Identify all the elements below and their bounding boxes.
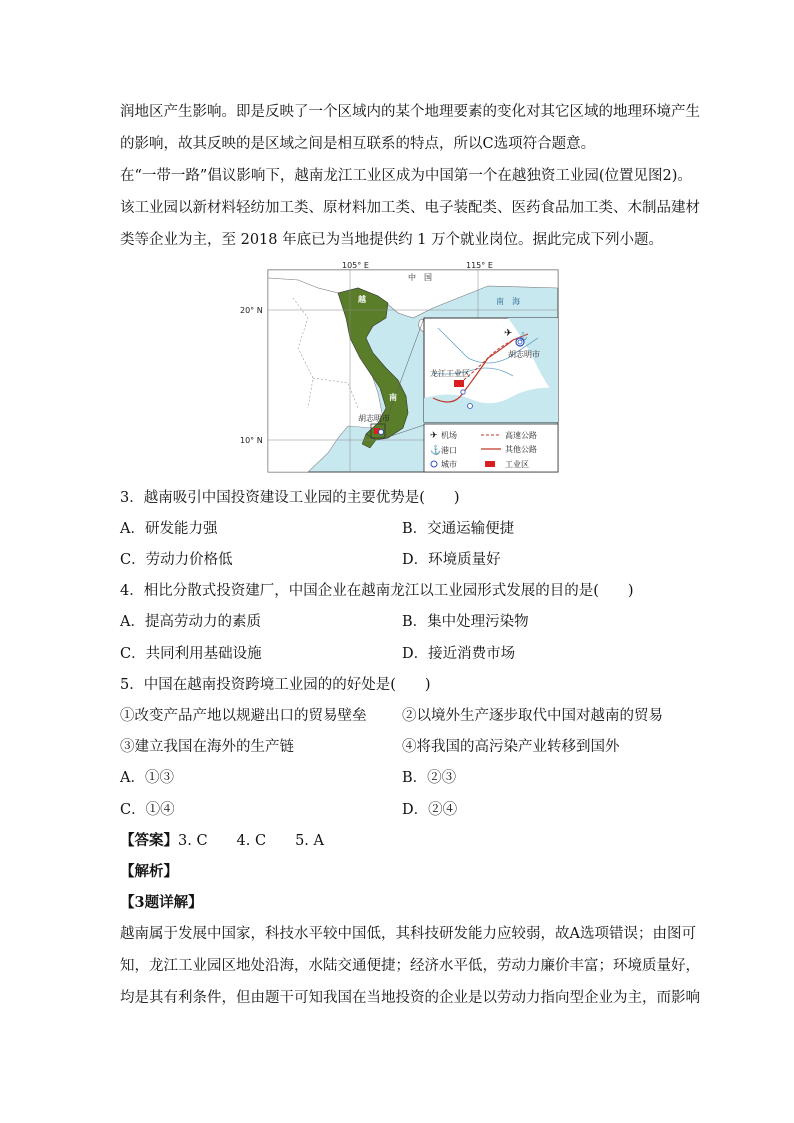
legend-port-label: 港口 (441, 446, 457, 455)
viet-label-2: 南 (389, 393, 397, 402)
analysis-label: 【解析】 (120, 863, 178, 880)
inset-small-city-2 (468, 404, 473, 409)
intro-line-2: 的影响，故其反映的是区域之间是相互联系的特点，所以C选项符合题意。 (120, 136, 596, 152)
legend-industrial-icon (485, 461, 495, 467)
answer-label: 【答案】 (120, 832, 178, 849)
q5-statement-3: ③建立我国在海外的生产链 (120, 739, 294, 755)
q3-option-b: B．交通运输便捷 (402, 521, 515, 537)
passage-line-3: 类等企业为主，至 2018 年底已为当地提供约 1 万个就业岗位。据此完成下列小题。 (120, 232, 664, 248)
q3-option-c: C．劳动力价格低 (120, 552, 233, 568)
vietnam-map-figure (238, 258, 560, 474)
q5-statement-2: ②以境外生产逐步取代中国对越南的贸易 (402, 708, 663, 724)
legend-highway-label: 高速公路 (505, 431, 537, 440)
q4-stem: 4．相比分散式投资建厂，中国企业在越南龙江以工业园形式发展的目的是( ) (120, 583, 634, 599)
sea-label: 南 海 (496, 297, 520, 306)
q3-option-a: A．研发能力强 (120, 521, 218, 537)
q4-option-b: B．集中处理污染物 (402, 614, 529, 630)
detail-line-2: 知，龙江工业园区地处沿海，水陆交通便捷；经济水平低，劳动力廉价丰富；环境质量好， (120, 958, 700, 974)
inset-airport-icon: ✈ (504, 328, 513, 339)
q5-statement-4: ④将我国的高污染产业转移到国外 (402, 739, 620, 755)
passage-line-2: 该工业园以新材料轻纺加工类、原材料加工类、电子装配类、医药食品加工类、木制品建材 (120, 200, 700, 216)
intro-line-1: 润地区产生影响。即是反映了一个区域内的某个地理要素的变化对其它区域的地理环境产生 (120, 104, 700, 120)
q3-option-d: D．环境质量好 (402, 552, 501, 568)
inset-longjiang-marker (454, 380, 464, 387)
detail-line-1: 越南属于发展中国家，科技水平较中国低，其科技研发能力应较弱，故A选项错误；由图可 (120, 926, 696, 942)
q5-option-d: D．②④ (402, 802, 458, 818)
q5-option-c: C．①④ (120, 802, 175, 818)
passage-line-1: 在“一带一路”倡议影响下，越南龙江工业区成为中国第一个在越独资工业园(位置见图2)。 (120, 168, 692, 184)
q4-option-c: C．共同利用基础设施 (120, 646, 262, 662)
china-label: 中 国 (408, 273, 432, 282)
answer-line (120, 831, 324, 851)
legend-airport-label: 机场 (441, 431, 457, 440)
legend-port-icon: ⚓ (430, 446, 442, 456)
legend-other-road-label: 其他公路 (505, 445, 537, 454)
q5-statement-1: ①改变产品产地以规避出口的贸易壁垒 (120, 708, 367, 724)
main-city-marker (379, 430, 384, 435)
legend-city-label: 城市 (441, 460, 457, 469)
lat-label-10: 10° N (240, 436, 263, 445)
inset-small-city-1 (461, 390, 465, 394)
q4-option-a: A．提高劳动力的素质 (120, 614, 261, 630)
lat-label-20: 20° N (240, 306, 263, 315)
detail-label: 【3题详解】 (120, 894, 203, 911)
answer-text: 3. C 4. C 5. A (178, 833, 324, 849)
detail-line-3: 均是其有利条件，但由题干可知我国在当地投资的企业是以劳动力指向型企业为主，而影响 (120, 990, 700, 1006)
q5-option-b: B．②③ (402, 770, 457, 786)
lon-label-115: 115° E (466, 261, 493, 270)
viet-label-1: 越 (358, 295, 366, 304)
q5-stem: 5．中国在越南投资跨境工业园的的好处是( ) (120, 677, 431, 693)
inset-port-icon: ⚓ (518, 332, 528, 341)
q3-stem: 3．越南吸引中国投资建设工业园的主要优势是( ) (120, 490, 460, 506)
longjiang-label: 龙江工业区 (430, 369, 470, 378)
hcm-inset-label: 胡志明市 (508, 350, 540, 359)
hcm-main-label: 胡志明市 (358, 414, 390, 423)
q4-option-d: D．接近消费市场 (402, 646, 516, 662)
q5-option-a: A．①③ (120, 770, 174, 786)
lon-label-105: 105° E (342, 261, 369, 270)
legend-airport-icon: ✈ (430, 431, 438, 441)
legend-industrial-label: 工业区 (505, 460, 529, 469)
